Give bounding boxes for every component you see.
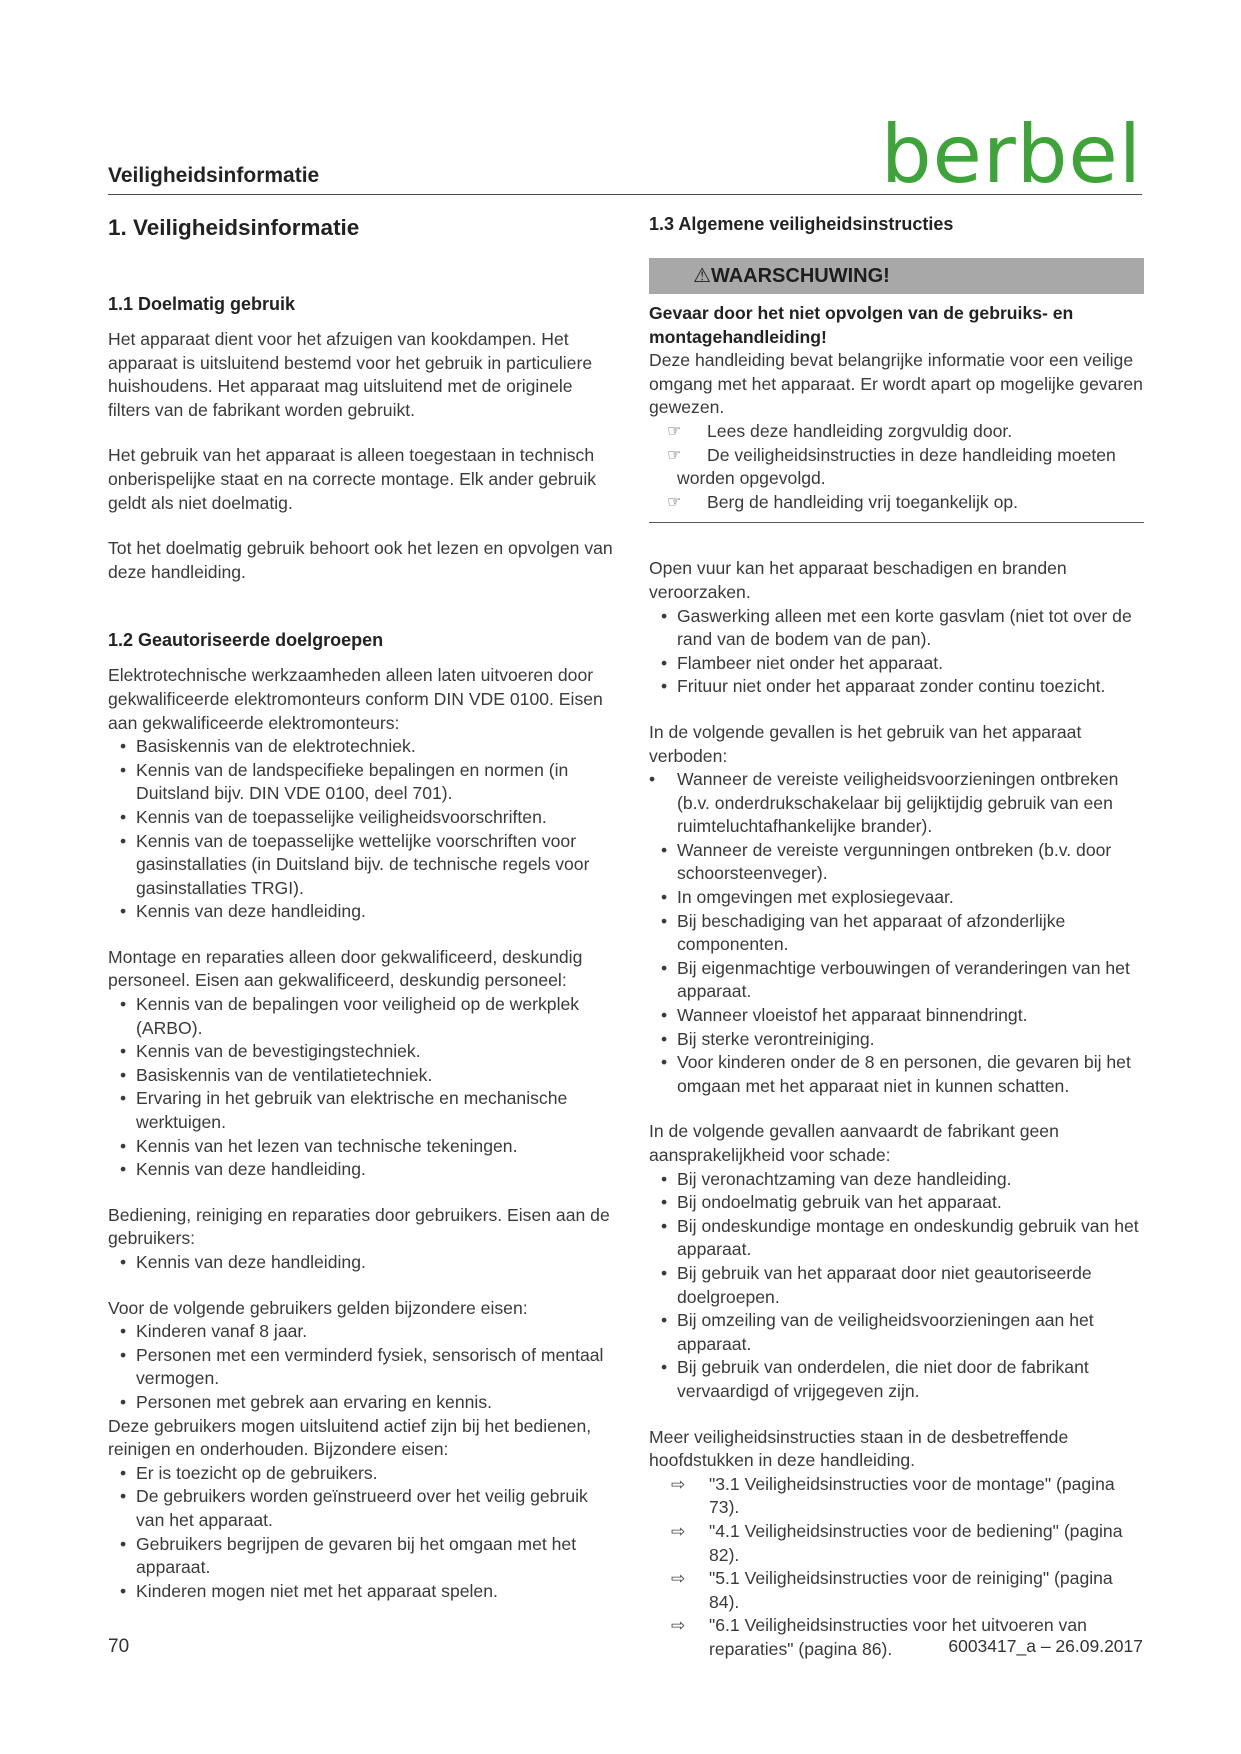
paragraph: Deze gebruikers mogen uitsluitend actief zijn bij het bedienen, reinigen en onderhouden. Bijzondere eisen: <box>108 1415 592 1460</box>
reference-item: ⇨ "3.1 Veiligheidsinstructies voor de montage" (pagina 73). <box>671 1473 1115 1518</box>
bullet-list <box>649 839 1144 1099</box>
list-item: • Bij gebruik van onderdelen, die niet door de fabrikant vervaardigd of vrijgegeven zijn. <box>649 1356 1144 1403</box>
list-item: • Basiskennis van de ventilatietechniek. <box>108 1064 618 1088</box>
paragraph: Voor de volgende gebruikers gelden bijzondere eisen: <box>108 1297 528 1318</box>
paragraph: Elektrotechnische werkzaamheden alleen laten uitvoeren door gekwalificeerde elektromonteurs conform DIN VDE 0100. Eisen aan gekwalificeerde elektromonteurs: <box>108 665 603 733</box>
list-item: • Bij eigenmachtige verbouwingen of veranderingen van het apparaat. <box>649 957 1144 1004</box>
list-item: • Personen met gebrek aan ervaring en kennis. <box>108 1391 618 1415</box>
list-item: • Kennis van de bepalingen voor veiligheid op de werkplek (ARBO). <box>108 993 618 1040</box>
list-item: • Kinderen mogen niet met het apparaat spelen. <box>108 1580 618 1604</box>
list-item: • De gebruikers worden geïnstrueerd over het veilig gebruik van het apparaat. <box>108 1485 618 1532</box>
page-number: 70 <box>108 1636 130 1657</box>
list-item: • Kennis van deze handleiding. <box>108 900 618 924</box>
list-item: • Personen met een verminderd fysiek, sensorisch of mentaal vermogen. <box>108 1344 618 1391</box>
arrow-right-icon: ⇨ <box>671 1616 686 1636</box>
pointing-hand-icon: ☞ <box>667 446 682 464</box>
list-item: • Gaswerking alleen met een korte gasvlam (niet tot over de rand van de bodem van de pan). <box>649 605 1144 652</box>
header-title: Veiligheidsinformatie <box>108 164 320 187</box>
section-title-1-3: 1.3 Algemene veiligheidsinstructies <box>649 214 954 234</box>
bullet-list <box>649 768 1144 839</box>
list-item: • Kennis van deze handleiding. <box>108 1158 618 1182</box>
bullet-list <box>649 1168 1144 1404</box>
instruction-item: ☞ Lees deze handleiding zorgvuldig door. <box>649 420 1144 444</box>
list-item: • Frituur niet onder het apparaat zonder continu toezicht. <box>649 675 1144 699</box>
pointing-hand-icon: ☞ <box>667 493 682 511</box>
warning-block <box>649 302 1144 523</box>
bullet-list <box>649 605 1144 699</box>
warning-triangle-icon: ⚠ <box>693 265 711 287</box>
warning-label: WAARSCHUWING! <box>710 265 890 287</box>
section-title-1-1: 1.1 Doelmatig gebruik <box>108 294 296 314</box>
paragraph: Bediening, reiniging en reparaties door gebruikers. Eisen aan de gebruikers: <box>108 1204 610 1249</box>
list-item: • Basiskennis van de elektrotechniek. <box>108 735 618 759</box>
document-id: 6003417_a – 26.09.2017 <box>948 1636 1143 1656</box>
list-item: • Flambeer niet onder het apparaat. <box>649 652 1144 676</box>
reference-item: ⇨ "4.1 Veiligheidsinstructies voor de bediening" (pagina 82). <box>671 1520 1123 1565</box>
list-item: • Bij veronachtzaming van deze handleiding. <box>649 1168 1144 1192</box>
list-item: • Wanneer vloeistof het apparaat binnendringt. <box>649 1004 1144 1028</box>
arrow-right-icon: ⇨ <box>671 1521 686 1541</box>
list-item: • Er is toezicht op de gebruikers. <box>108 1462 618 1486</box>
list-item: • In omgevingen met explosiegevaar. <box>649 886 1144 910</box>
list-item: • Kinderen vanaf 8 jaar. <box>108 1320 618 1344</box>
bullet-list <box>108 993 618 1182</box>
paragraph: Open vuur kan het apparaat beschadigen en branden veroorzaken. <box>649 558 1067 602</box>
bullet-list <box>108 735 618 924</box>
list-item: • Bij ondoelmatig gebruik van het apparaat. <box>649 1191 1144 1215</box>
list-item: • Bij ondeskundige montage en ondeskundig gebruik van het apparaat. <box>649 1215 1144 1262</box>
list-item: • Bij omzeiling van de veiligheidsvoorzieningen aan het apparaat. <box>649 1309 1144 1356</box>
warning-banner <box>649 258 1144 294</box>
list-item: • Wanneer de vereiste vergunningen ontbreken (b.v. door schoorsteenveger). <box>649 839 1144 886</box>
paragraph: Het apparaat dient voor het afzuigen van kookdampen. Het apparaat is uitsluitend bestemd voor het gebruik in particuliere huishoudens. Het apparaat mag uitsluitend met de originele filters van de fabrikant worden gebruikt. <box>108 329 593 420</box>
paragraph: In de volgende gevallen is het gebruik van het apparaat verboden: <box>649 721 1082 766</box>
list-item: • Kennis van het lezen van technische tekeningen. <box>108 1135 618 1159</box>
bullet-list <box>108 1462 618 1604</box>
instruction-item: ☞ Berg de handleiding vrij toegankelijk op. <box>649 491 1144 515</box>
list-item: • Bij gebruik van het apparaat door niet geautoriseerde doelgroepen. <box>649 1262 1144 1309</box>
list-item: • Gebruikers begrijpen de gevaren bij het omgaan met het apparaat. <box>108 1533 618 1580</box>
left-column <box>108 210 618 1603</box>
paragraph: In de volgende gevallen aanvaardt de fabrikant geen aansprakelijkheid voor schade: <box>649 1121 1059 1165</box>
reference-item: ⇨ "5.1 Veiligheidsinstructies voor de reiniging" (pagina 84). <box>671 1568 1113 1612</box>
section-title-1-2: 1.2 Geautoriseerde doelgroepen <box>108 630 384 651</box>
page-header <box>108 108 1142 201</box>
list-item: • Kennis van de toepasselijke veiligheidsvoorschriften. <box>108 806 618 830</box>
warning-heading: Gevaar door het niet opvolgen van de gebruiks- en montagehandleiding! <box>649 303 1074 347</box>
instruction-item: ☞ De veiligheidsinstructies in deze handleiding moeten <box>649 444 1144 468</box>
list-item: • Voor kinderen onder de 8 en personen, die gevaren bij het omgaan met het apparaat niet in kunnen schatten. <box>649 1051 1144 1098</box>
pointing-hand-icon: ☞ <box>667 422 682 440</box>
list-item: • Wanneer de vereiste veiligheidsvoorzieningen ontbreken (b.v. onderdrukschakelaar bij gelijktijdig gebruik van een ruimteluchtafhankelijke brander). <box>649 768 1144 839</box>
paragraph: Meer veiligheidsinstructies staan in de desbetreffende hoofdstukken in deze handleiding. <box>649 1426 1069 1471</box>
reference-list <box>649 1473 1144 1662</box>
paragraph: Montage en reparaties alleen door gekwalificeerd, deskundig personeel. Eisen aan gekwalificeerd, deskundig personeel: <box>108 946 583 991</box>
instruction-item-continued: worden opgevolgd. <box>677 468 826 489</box>
list-item: • Kennis van de toepasselijke wettelijke voorschriften voor gasinstallaties (in Duitsland bijv. de technische regels voor gasinstallaties TRGI). <box>108 830 618 901</box>
bullet-list <box>108 1320 618 1414</box>
list-item: • Kennis van de bevestigingstechniek. <box>108 1040 618 1064</box>
list-item: • Bij beschadiging van het apparaat of afzonderlijke componenten. <box>649 910 1144 957</box>
warning-text: Deze handleiding bevat belangrijke informatie voor een veilige omgang met het apparaat. Er wordt apart op mogelijke gevaren gewezen. <box>649 350 1143 418</box>
right-column <box>649 210 1144 1661</box>
list-item: • Ervaring in het gebruik van elektrische en mechanische werktuigen. <box>108 1087 618 1134</box>
arrow-right-icon: ⇨ <box>671 1569 686 1589</box>
paragraph: Tot het doelmatig gebruik behoort ook het lezen en opvolgen van deze handleiding. <box>108 538 613 582</box>
paragraph: Het gebruik van het apparaat is alleen toegestaan in technisch onberispelijke staat en na correcte montage. Elk ander gebruik geldt als niet doelmatig. <box>108 445 597 513</box>
bullet-list <box>108 1251 618 1275</box>
chapter-title: 1. Veiligheidsinformatie <box>108 215 360 240</box>
instruction-list <box>649 420 1144 514</box>
arrow-right-icon: ⇨ <box>671 1474 686 1494</box>
list-item: • Kennis van de landspecifieke bepalingen en normen (in Duitsland bijv. DIN VDE 0100, deel 701). <box>108 759 618 806</box>
berbel-logo: berbel <box>880 108 1142 201</box>
list-item: • Kennis van deze handleiding. <box>108 1251 618 1275</box>
list-item: • Bij sterke verontreiniging. <box>649 1028 1144 1052</box>
reference-item: ⇨ "6.1 Veiligheidsinstructies voor het uitvoeren van reparaties" (pagina 86). <box>671 1615 1087 1659</box>
